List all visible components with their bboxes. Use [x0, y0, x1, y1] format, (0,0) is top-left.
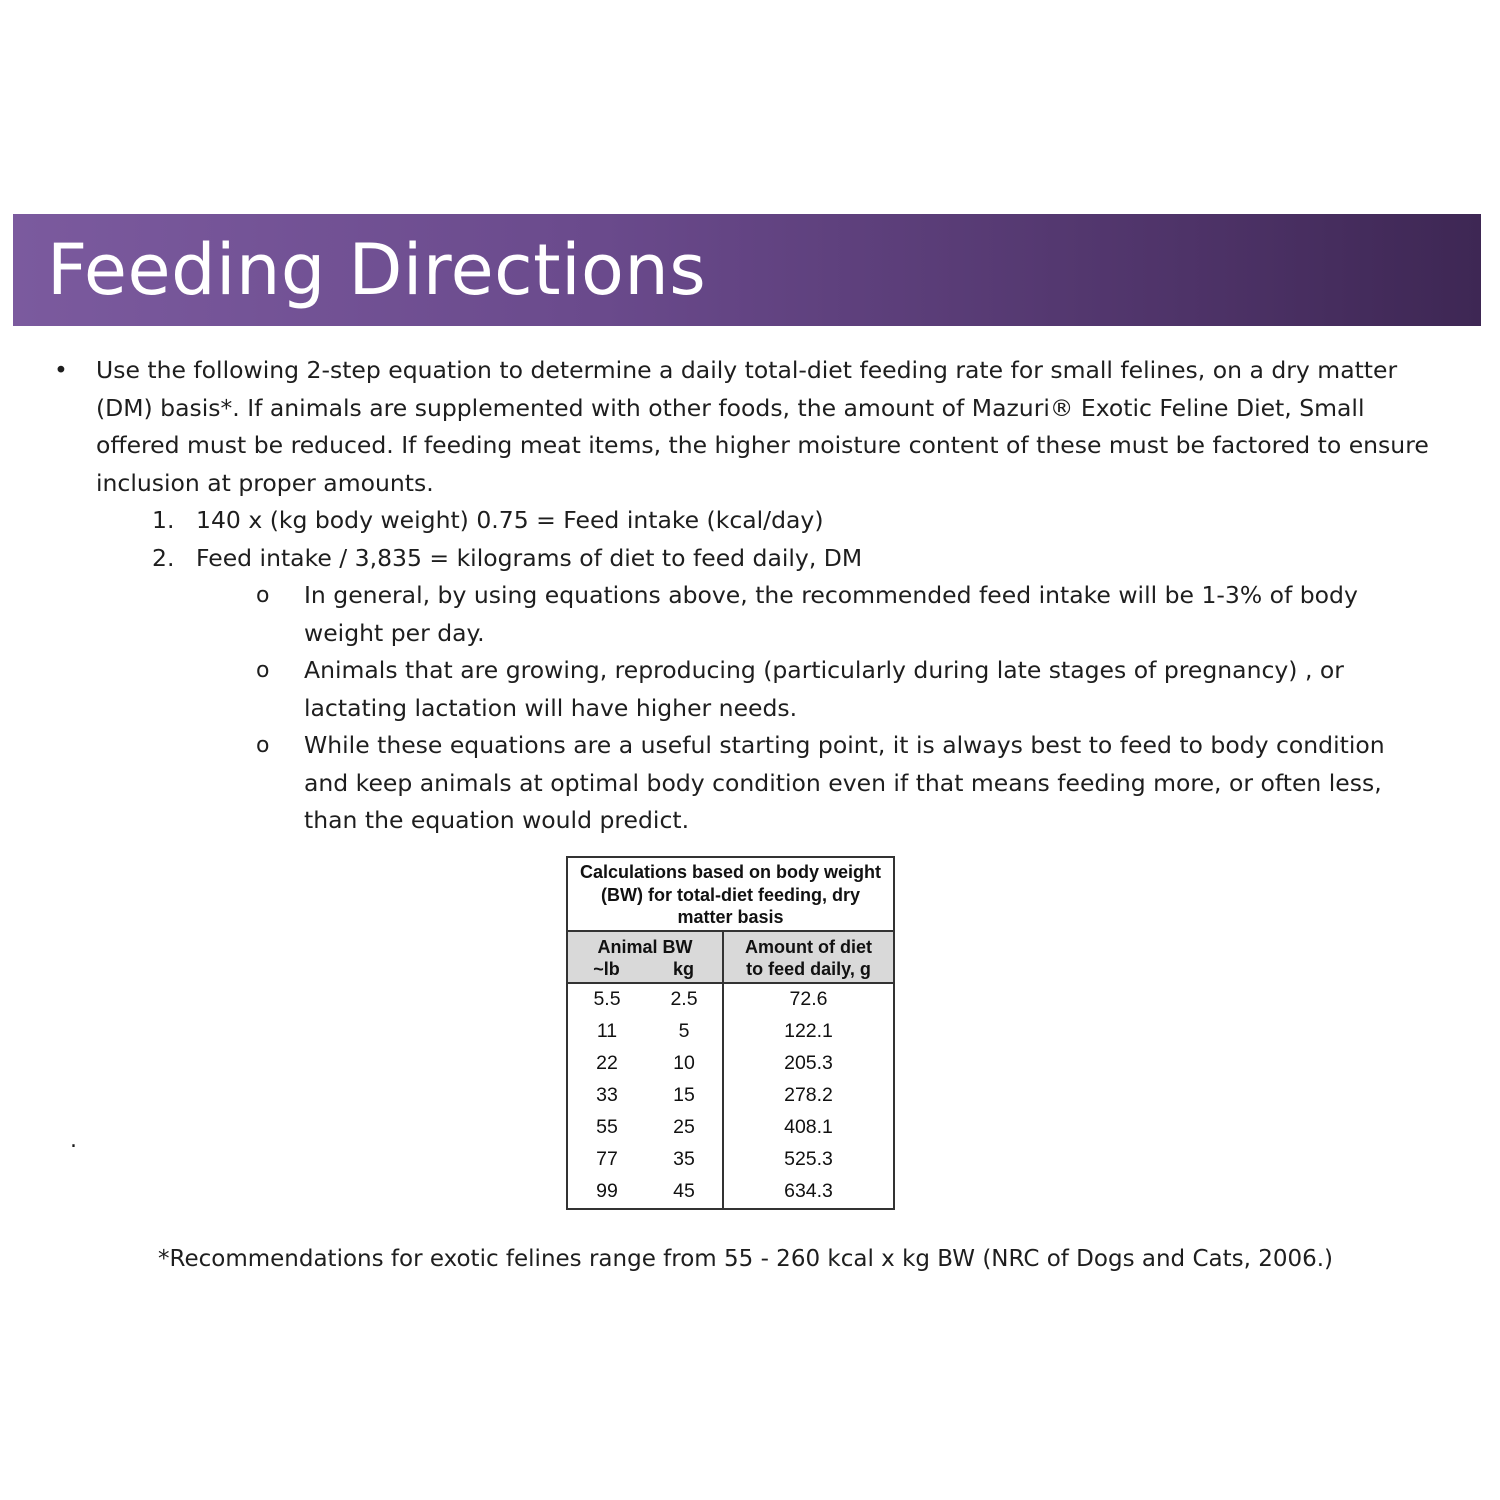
kg-cell: 45: [646, 1176, 723, 1209]
lb-cell: 5.5: [567, 983, 646, 1016]
circle-bullet-icon: o: [256, 658, 270, 683]
note-item: [256, 727, 1460, 840]
step-text: Feed intake / 3,835 = kilograms of diet to feed daily, DM: [196, 543, 863, 572]
note-text: Animals that are growing, reproducing (particularly during late stages of pregnancy) , or lactating lactation will have higher needs.: [304, 656, 1344, 722]
kg-cell: 10: [673, 1052, 695, 1074]
lb-cell: 11: [567, 1016, 646, 1048]
animal-bw-header: [567, 931, 723, 983]
table-row: [567, 1048, 894, 1080]
amount-cell: 205.3: [723, 1048, 894, 1080]
step-number: 2.: [152, 543, 175, 572]
step-number: 1.: [152, 506, 175, 534]
page-title: Feeding Directions: [47, 229, 707, 311]
lb-cell: 77: [567, 1144, 646, 1176]
step-text: 140 x (kg body weight) 0.75 = Feed intake (kcal/day): [196, 506, 824, 534]
content-body: [40, 352, 1460, 840]
table-row: [567, 983, 894, 1016]
stray-mark: .: [70, 1128, 77, 1153]
circle-bullet-icon: o: [256, 733, 270, 758]
bullet-marker: •: [54, 356, 68, 384]
note-item: [256, 577, 1460, 652]
kg-cell: 15: [673, 1084, 695, 1106]
amount-header-line2: to feed daily, g: [746, 958, 871, 979]
note-item: [256, 652, 1460, 727]
kg-cell: 25: [673, 1116, 695, 1138]
intro-bullet: [40, 352, 1460, 502]
animal-bw-label: Animal BW: [597, 936, 693, 957]
amount-cell: 278.2: [723, 1080, 894, 1112]
amount-cell: 408.1: [723, 1112, 894, 1144]
kg-cell: 2.5: [670, 988, 698, 1010]
title-banner: [13, 214, 1481, 326]
table-caption: Calculations based on body weight (BW) for total-diet feeding, dry matter basis: [567, 857, 894, 931]
table-row: [567, 1080, 894, 1112]
step-item: [152, 540, 1460, 578]
kg-cell: 35: [673, 1148, 695, 1170]
equation-steps: [152, 502, 1460, 577]
note-text: In general, by using equations above, the recommended feed intake will be 1-3% of body weight per day.: [304, 581, 1358, 647]
amount-header-line1: Amount of diet: [745, 936, 872, 957]
kg-header: kg: [672, 958, 694, 979]
lb-cell: 33: [567, 1080, 646, 1112]
table-row: [567, 1144, 894, 1176]
circle-bullet-icon: o: [256, 583, 270, 608]
amount-cell: 122.1: [723, 1016, 894, 1048]
lb-header: ~lb: [593, 958, 620, 979]
calculation-table: [566, 856, 895, 1210]
intro-text: Use the following 2-step equation to determine a daily total-diet feeding rate for small felines, on a dry matter (DM) basis*. If animals are supplemented with other foods, the amount of Mazuri® Exotic Feline Diet, Small offered must be reduced. If feeding meat items, the higher moisture content of these must be factored to ensure inclusion at proper amounts.: [96, 356, 1429, 497]
lb-cell: 22: [567, 1048, 646, 1080]
note-text: While these equations are a useful starting point, it is always best to feed to body condition and keep animals at optimal body condition even if that means feeding more, or often less, than the equation would predict.: [304, 731, 1385, 834]
table-row: [567, 1176, 894, 1209]
lb-cell: 99: [567, 1176, 646, 1209]
amount-cell: 634.3: [723, 1176, 894, 1209]
amount-cell: 72.6: [723, 983, 894, 1016]
footnote: *Recommendations for exotic felines range from 55 - 260 kcal x kg BW (NRC of Dogs and Cats, 2006.): [158, 1246, 1334, 1272]
kg-cell: 5: [678, 1020, 690, 1042]
step-item: [152, 502, 1460, 540]
amount-cell: 525.3: [723, 1144, 894, 1176]
notes-list: [256, 577, 1460, 840]
lb-cell: 55: [567, 1112, 646, 1144]
table-row: [567, 1016, 894, 1048]
amount-header: [723, 931, 894, 983]
table-row: [567, 1112, 894, 1144]
